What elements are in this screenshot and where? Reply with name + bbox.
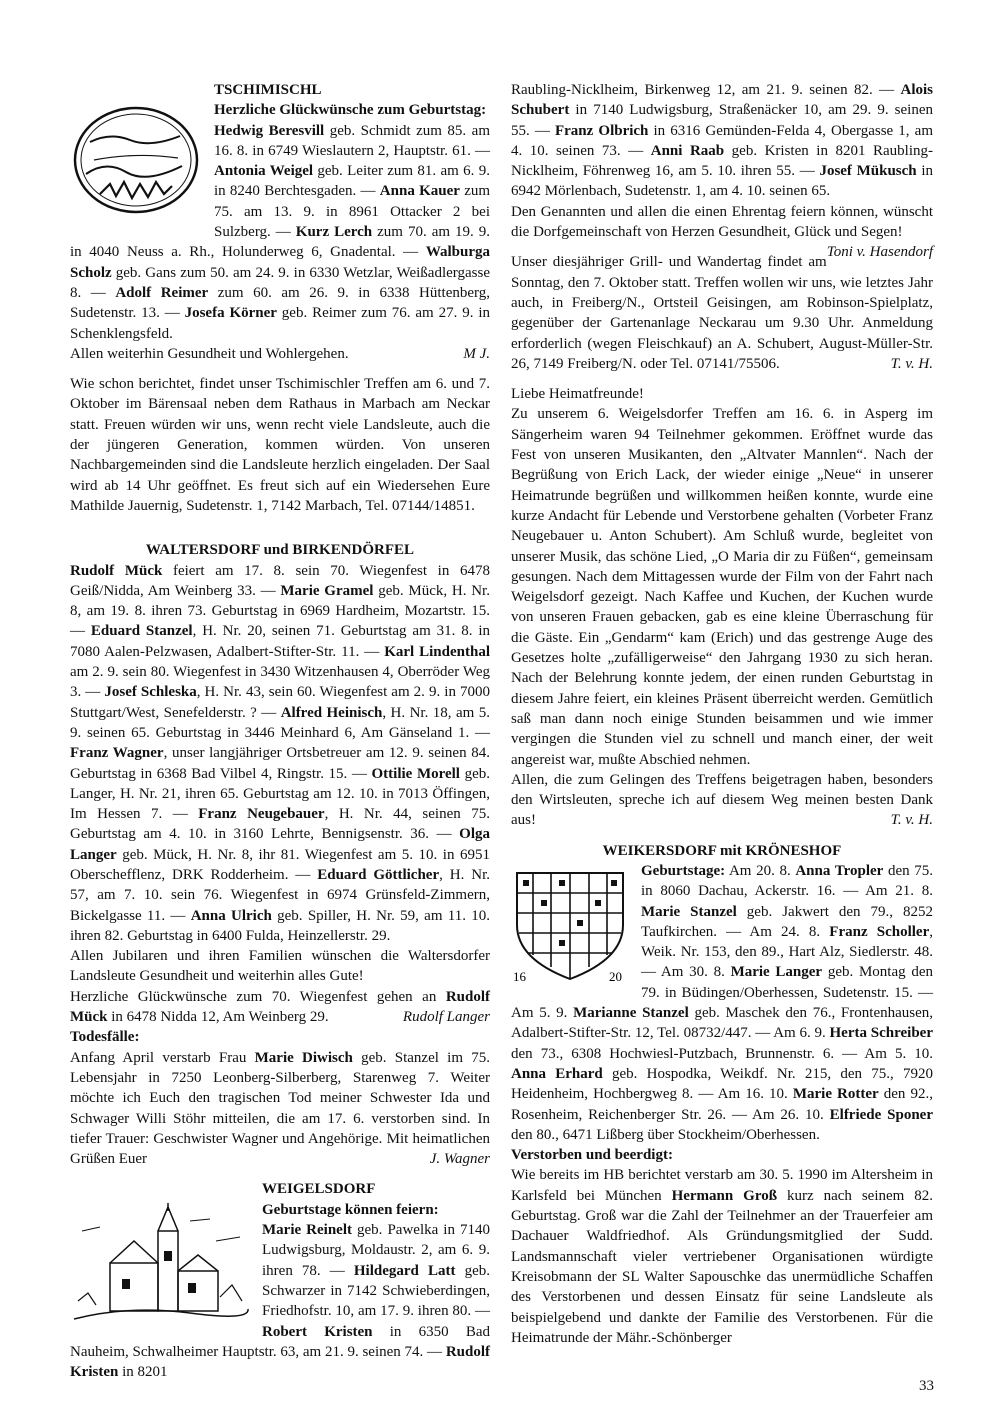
greeting-text: Den Genannten und allen die einen Ehrentag feiern können, wünscht die Dorfgemeinschaft von Herzen Gesundheit, Glück und Segen! bbox=[511, 203, 933, 241]
person-name: Karl Lindenthal bbox=[384, 643, 490, 660]
congrats-name: Rudolf Mück bbox=[70, 988, 490, 1026]
list-item-text: geb. Montag den 79. in Büdingen/Oberhessen, Sudetenstr. 15. — Am 5. 9. bbox=[511, 964, 933, 1022]
list-item-text: den 92., Rosenheim, Reichenberger Str. 26. — Am 26. 10. bbox=[511, 1086, 934, 1123]
list-item-text: geb. Mück, H. Nr. 8, am 19. 8. ihren 73. Geburtstag in 6969 Hardheim, Mozartstr. 15. — bbox=[70, 582, 490, 640]
section-tschimischl bbox=[70, 80, 490, 516]
signature: J. Wagner bbox=[429, 1151, 490, 1168]
person-name: Hildegard Latt bbox=[353, 1262, 456, 1279]
left-column bbox=[70, 80, 490, 1382]
person-name: Josef Schleska bbox=[104, 684, 197, 701]
section-heading: WEIGELSDORF bbox=[262, 1181, 376, 1198]
section-heading: TSCHIMISCHL bbox=[214, 82, 322, 98]
list-item-text: geb. Spiller, H. Nr. 59, am 11. 10. ihren 82. Geburtstag in 6400 Fulda, Heinzellerstr. 29. bbox=[70, 907, 491, 944]
list-item-text: geb. Mück, H. Nr. 8, ihr 81. Wiegenfest am 5. 10. in 6951 Oberschefflenz, DRK Rodderheim. — bbox=[70, 846, 490, 883]
congrats-suffix: in 6478 Nidda 12, Am Weinberg 29. bbox=[107, 1009, 329, 1026]
right-column bbox=[511, 80, 933, 1348]
person-name: Marie Rotter bbox=[792, 1086, 879, 1103]
greeting bbox=[511, 202, 933, 261]
death-prefix: Anfang April verstarb Frau bbox=[70, 1049, 255, 1066]
weikersdorf-shield-image bbox=[511, 867, 629, 985]
section-weigelsdorf bbox=[70, 1179, 490, 1382]
signature: T. v. H. bbox=[890, 355, 933, 372]
list-item-text: , H. Nr. 20, seinen 71. Geburtstag am 31. 8. in 7080 Aalen-Pelzwasen, Adalbert-Stifter-Str. 11. — bbox=[70, 623, 491, 660]
tschimischl-meeting-text: Wie schon berichtet, findet unser Tschimischler Treffen am 6. und 7. Oktober im Bärensaal neben dem Rathaus in Marbach am Neckar statt. Freuen würden wir uns, wenn recht viele Landsleute, auch die der jüngeren Generation, kommen würden. Von unseren Nachbargemeinden sind die Landsleute herzlich eingeladen. Der Saal wird ab 14 Uhr geöffnet. Es freut sich auf ein Wiedersehen Eure Mathilde Jauernig, Sudetenstr. 1, 7142 Marbach, Tel. 07144/14851. bbox=[70, 376, 490, 514]
congrats-prefix: Herzliche Glückwünsche zum 70. Wiegenfest gehen an bbox=[70, 988, 446, 1005]
list-item-text: geb. Leiter zum 81. am 6. 9. in 8240 Berchtesgaden. — bbox=[214, 163, 490, 200]
section-subheading: Geburtstage können feiern: bbox=[262, 1201, 439, 1218]
birthdays-label: Geburtstage: bbox=[641, 862, 726, 879]
list-item-text: zum 70. am 19. 9. in 4040 Neuss a. Rh., Holunderweg 6, Gnadental. — bbox=[70, 224, 490, 261]
waltersdorf-wishes: Allen Jubilaren und ihren Familien wünschen die Waltersdorfer Landsleute Gesundheit und weiterhin alles Gute! bbox=[70, 948, 490, 985]
birthdays-intro: Am 20. 8. bbox=[725, 862, 796, 879]
person-name: Alois Schubert bbox=[511, 82, 933, 119]
thanks bbox=[511, 770, 933, 831]
list-item-text: , Weik. Nr. 153, den 89., Hart Alz, Siedlerstr. 48. — Am 30. 8. bbox=[641, 923, 933, 981]
salutation: Liebe Heimatfreunde! bbox=[511, 386, 644, 403]
waltersdorf-death-notice bbox=[70, 1048, 490, 1170]
weigelsdorf-continued bbox=[511, 80, 933, 202]
person-name: Elfriede Sponer bbox=[829, 1106, 933, 1123]
list-item-text: den 80., 6471 Lißberg über Stockheim/Oberhessen. bbox=[511, 1126, 820, 1143]
person-name: Ottilie Morell bbox=[371, 765, 460, 782]
page-number: 33 bbox=[919, 1378, 934, 1394]
list-item-text: in 6942 Mörlenbach, Sudetenstr. 1, am 4. 10. seinen 65. bbox=[511, 163, 934, 200]
person-name: Adolf Reimer bbox=[115, 284, 209, 301]
person-name: Anna Tropler bbox=[795, 862, 884, 879]
list-item-text: geb. Jakwert den 79., 8252 Taufkirchen. — Am 24. 8. bbox=[641, 903, 933, 940]
death-name: Marie Diwisch bbox=[254, 1049, 353, 1066]
death-name: Hermann Groß bbox=[671, 1187, 778, 1204]
deaths-heading: Verstorben und beerdigt: bbox=[511, 1147, 673, 1164]
list-item-text: , H. Nr. 44, seinen 75. Geburtstag am 4. 10. in 3160 Lehrte, Bennigsenstr. 36. — bbox=[70, 806, 490, 843]
person-name: Rudolf Kristen bbox=[70, 1343, 490, 1381]
grill-day-announcement bbox=[511, 252, 933, 374]
person-name: Josefa Körner bbox=[184, 305, 277, 322]
person-name: Robert Kristen bbox=[262, 1323, 373, 1340]
list-prefix: Raubling-Nicklheim, Birkenweg 12, am 21. 9. seinen 82. — bbox=[511, 82, 901, 98]
waltersdorf-congrats bbox=[70, 987, 490, 1028]
person-name: Hedwig Beresvill bbox=[214, 122, 325, 139]
person-name: Anna Erhard bbox=[511, 1065, 603, 1082]
list-item-text: in 8201 bbox=[118, 1364, 168, 1381]
death-suffix: geb. Stanzel im 75. Lebensjahr in 7250 Leonberg-Silberberg, Starenweg 7. Weiter möchte ich Euch den tragischen Tod meiner Schwester Ida und Schwager Willi Stöhr mitteilen, die am 17. 6. verstorben sind. In tiefer Trauer: Geschwister Wagner und Angehörige. Mit heimatlichen Grüßen Euer bbox=[70, 1049, 490, 1168]
person-name: Alfred Heinisch bbox=[280, 704, 383, 721]
list-item-text: in 7140 Ludwigsburg, Straßenäcker 10, am 29. 9. seinen 55. — bbox=[511, 102, 933, 139]
person-name: Eduard Göttlicher bbox=[317, 866, 440, 883]
person-name: Anni Raab bbox=[650, 142, 725, 159]
person-name: Kurz Lerch bbox=[295, 224, 373, 241]
person-name: Franz Scholler bbox=[829, 923, 930, 940]
person-name: Antonia Weigel bbox=[214, 163, 314, 180]
person-name: Franz Wagner bbox=[70, 745, 164, 762]
list-item-text: geb. Pawelka in 7140 Ludwigsburg, Moldaustr. 2, am 6. 9. ihren 78. — bbox=[262, 1222, 491, 1279]
person-name: Marie Gramel bbox=[280, 582, 374, 599]
signature: T. v. H. bbox=[890, 812, 933, 829]
person-name: Eduard Stanzel bbox=[90, 623, 193, 640]
person-name: Rudolf Mück bbox=[70, 562, 163, 579]
person-name: Anna Kauer bbox=[379, 183, 460, 200]
signature: Toni v. Hasendorf bbox=[826, 244, 933, 261]
signature: M J. bbox=[463, 345, 490, 362]
list-item-text: in 6316 Gemünden-Felda 4, Obergasse 1, am 4. 10. seinen 73. — bbox=[511, 122, 933, 159]
list-item-text: , H. Nr. 57, am 7. 10. sein 76. Wiegenfest in 6974 Grünsfeld-Zimmern, Bickelgasse 11. — bbox=[70, 866, 490, 924]
list-item-text: , unser langjähriger Ortsbetreuer am 12. 9. seinen 84. Geburtstag in 6368 Bad Vilbel 4, Ringstr. 15. — bbox=[70, 745, 490, 782]
person-name: Olga Langer bbox=[70, 826, 490, 863]
thanks-text: Allen, die zum Gelingen des Treffens beigetragen haben, besonders den Wirtsleuten, spreche ich auf diesem Weg meinen besten Dank aus! bbox=[511, 771, 933, 829]
list-item-text: geb. Reimer zum 76. am 27. 9. in Schenklengsfeld. bbox=[70, 305, 490, 342]
section-heading: WEIKERSDORF mit KRÖNESHOF bbox=[602, 842, 842, 859]
weikersdorf-death-notice bbox=[511, 1165, 933, 1348]
death-suffix: kurz nach seinem 82. Geburtstag. Groß war die Zahl der Teilnehmer an der Trauerfeier am Dachauer Waldfriedhof. Als Gründungsmitglied der Sudd. Landsmannschaft vieler vertriebener Organisationen würdigte Kreisobmann der SL Walter Sapouschke das unermüdliche Schaffen des Verstorbenen und dessen Einsatz für seine Landsleute als beispielgebend und dankte der Familie des Verstorbenen. Für die Heimatrunde der Mähr.-Schönberger bbox=[511, 1187, 933, 1346]
list-item-text: geb. Schwarzer in 7142 Schwieberdingen, Friedhofstr. 10, am 17. 9. ihren 80. — bbox=[262, 1262, 490, 1320]
person-name: Herta Schreiber bbox=[829, 1025, 933, 1042]
list-item-text: geb. Kristen in 8201 Raubling-Nicklheim, Föhrenweg 16, am 5. 10. ihren 55. — bbox=[511, 142, 933, 180]
list-item-text: zum 60. am 26. 9. in 6338 Hüttenberg, Sudetenstr. 13. — bbox=[70, 284, 490, 322]
section-subheading: Herzliche Glückwünsche zum Geburtstag: bbox=[214, 102, 487, 119]
grill-text: Unser diesjähriger Grill- und Wandertag findet am Sonntag, den 7. Oktober statt. Treffen wollen wir uns, wie letztes Jahr auch, in Freiberg/N., Ortsteil Geisingen, am Robinson-Spielplatz, gegenüber der Gartenanlage Neckarau um 9.30 Uhr. Anmeldung erforderlich (wegen Fleischkauf) an A. Schubert, August-Müller-Str. 26, 7149 Freiberg/N. oder Tel. 07141/75506. bbox=[511, 254, 933, 372]
section-weikersdorf bbox=[511, 841, 933, 1348]
list-item-text: geb. Gans zum 50. am 24. 9. in 6330 Wetzlar, Weißadlergasse 8. — bbox=[70, 264, 490, 301]
section-heading: WALTERSDORF und BIRKENDÖRFEL bbox=[145, 542, 415, 559]
person-name: Marianne Stanzel bbox=[573, 1005, 689, 1022]
tschimischl-seal-image bbox=[70, 102, 202, 220]
person-name: Marie Reinelt bbox=[262, 1222, 352, 1239]
shield-year-right: 20 bbox=[609, 968, 622, 984]
list-item-text: geb. Langer, H. Nr. 21, ihren 65. Geburtstag am 12. 10. in 7013 Öffingen, Im Hessen 7. — bbox=[70, 765, 490, 823]
tschimischl-closing bbox=[70, 344, 490, 364]
list-item-text: den 73., 6308 Hochwiesl-Putzbach, Brunnenstr. 6. — Am 5. 10. bbox=[511, 1045, 933, 1062]
person-name: Walburga Scholz bbox=[70, 244, 490, 281]
list-item-text: am 2. 9. sein 80. Wiegenfest in 3430 Witzenhausen 4, Oberröder Weg 3. — bbox=[70, 664, 490, 701]
list-item-text: geb. Schmidt zum 85. am 16. 8. in 6749 Wieslautern 2, Hauptstr. 61. — bbox=[214, 122, 491, 159]
weigelsdorf-village-drawing bbox=[70, 1201, 252, 1333]
person-name: Franz Neugebauer bbox=[198, 806, 325, 823]
person-name: Marie Stanzel bbox=[641, 903, 737, 920]
person-name: Marie Langer bbox=[730, 964, 823, 981]
list-item-text: geb. Maschek den 76., Frontenhausen, Adalbert-Stifter-Str. 12, Tel. 08732/447. — Am 6. 9. bbox=[511, 1005, 933, 1042]
list-item-text: , H. Nr. 43, sein 60. Wiegenfest am 2. 9. in 7000 Stuttgart/West, Senefelderstr. ? — bbox=[70, 684, 490, 721]
list-item-text: den 75. in 8060 Dachau, Ackerstr. 16. — Am 21. 8. bbox=[641, 862, 933, 900]
section-waltersdorf bbox=[70, 540, 490, 1169]
list-item-text: , H. Nr. 18, am 5. 9. seinen 65. Geburtstag in 3446 Meinhard 6, Am Gänseland 1. — bbox=[70, 704, 490, 741]
waltersdorf-birthday-list bbox=[70, 561, 490, 947]
death-prefix: Wie bereits im HB berichtet verstarb am 30. 5. 1990 im Altersheim in Karlsfeld bei München bbox=[511, 1167, 933, 1204]
list-item-text: zum 75. am 13. 9. in 8961 Ottacker 2 bei Sulzberg. — bbox=[214, 183, 491, 241]
meeting-report: Zu unserem 6. Weigelsdorfer Treffen am 16. 6. in Asperg im Sängerheim waren 94 Teilnehmer gekommen. Eröffnet wurde das Fest von unseren Musikanten, den „Altvater Mannlen“. Nach der Begrüßung von Erich Lack, der wieder einige „Neue“ in unserer Heimatrunde begrüßen und willkommen heißen konnte, wurde eine kurze Andacht für Lebende und Verstorbene gehalten (Vorbeter Franz Neugebauer u. Anton Schubert). Am Schluß wurde, begleitet von unserer Musik, das schöne Lied, „O Maria dir zu Füßen“, gemeinsam gesungen. Nach dem Mittagessen wurde der Film von der Fahrt nach Weigelsdorf gezeigt. Nach Kaffee und Kuchen, der Kuchen wurde von unseren Frauen gebacken, gab es eine kleine Überraschung für die Gäste. Ein „Gendarm“ kam (Erich) und das gestrenge Auge des Gesetzes holte „zufälligerweise“ den Jahrgang 1930 zu sich heran. Nach der Belehrung konnte jedem, der einen runden Geburtstag in diesem Jahre feiert, ein kleines Präsent überreicht werden. Gemütlich saß man dann noch einige Stunden beisammen und wie immer vergingen die Stunden viel zu schnell und manch einer, der weit angereist war, mußte Abschied nehmen. bbox=[511, 406, 933, 768]
list-item-text: in 6350 Bad Nauheim, Schwalheimer Hauptstr. 63, am 21. 9. seinen 74. — bbox=[70, 1323, 490, 1360]
closing-text: Allen weiterhin Gesundheit und Wohlergehen. bbox=[70, 345, 349, 362]
person-name: Josef Mükusch bbox=[819, 163, 917, 180]
deaths-heading: Todesfälle: bbox=[70, 1029, 140, 1046]
list-item-text: feiert am 17. 8. sein 70. Wiegenfest in 6478 Geiß/Nidda, Am Weinberg 33. — bbox=[70, 562, 490, 599]
list-item-text: geb. Hospodka, Weikdf. Nr. 215, den 75., 7920 Heidenheim, Hochbergweg 8. — Am 16. 10. bbox=[511, 1065, 933, 1103]
signature: Rudolf Langer bbox=[402, 1009, 490, 1026]
shield-year-left: 16 bbox=[513, 968, 526, 984]
person-name: Anna Ulrich bbox=[190, 907, 272, 924]
person-name: Franz Olbrich bbox=[554, 122, 649, 139]
